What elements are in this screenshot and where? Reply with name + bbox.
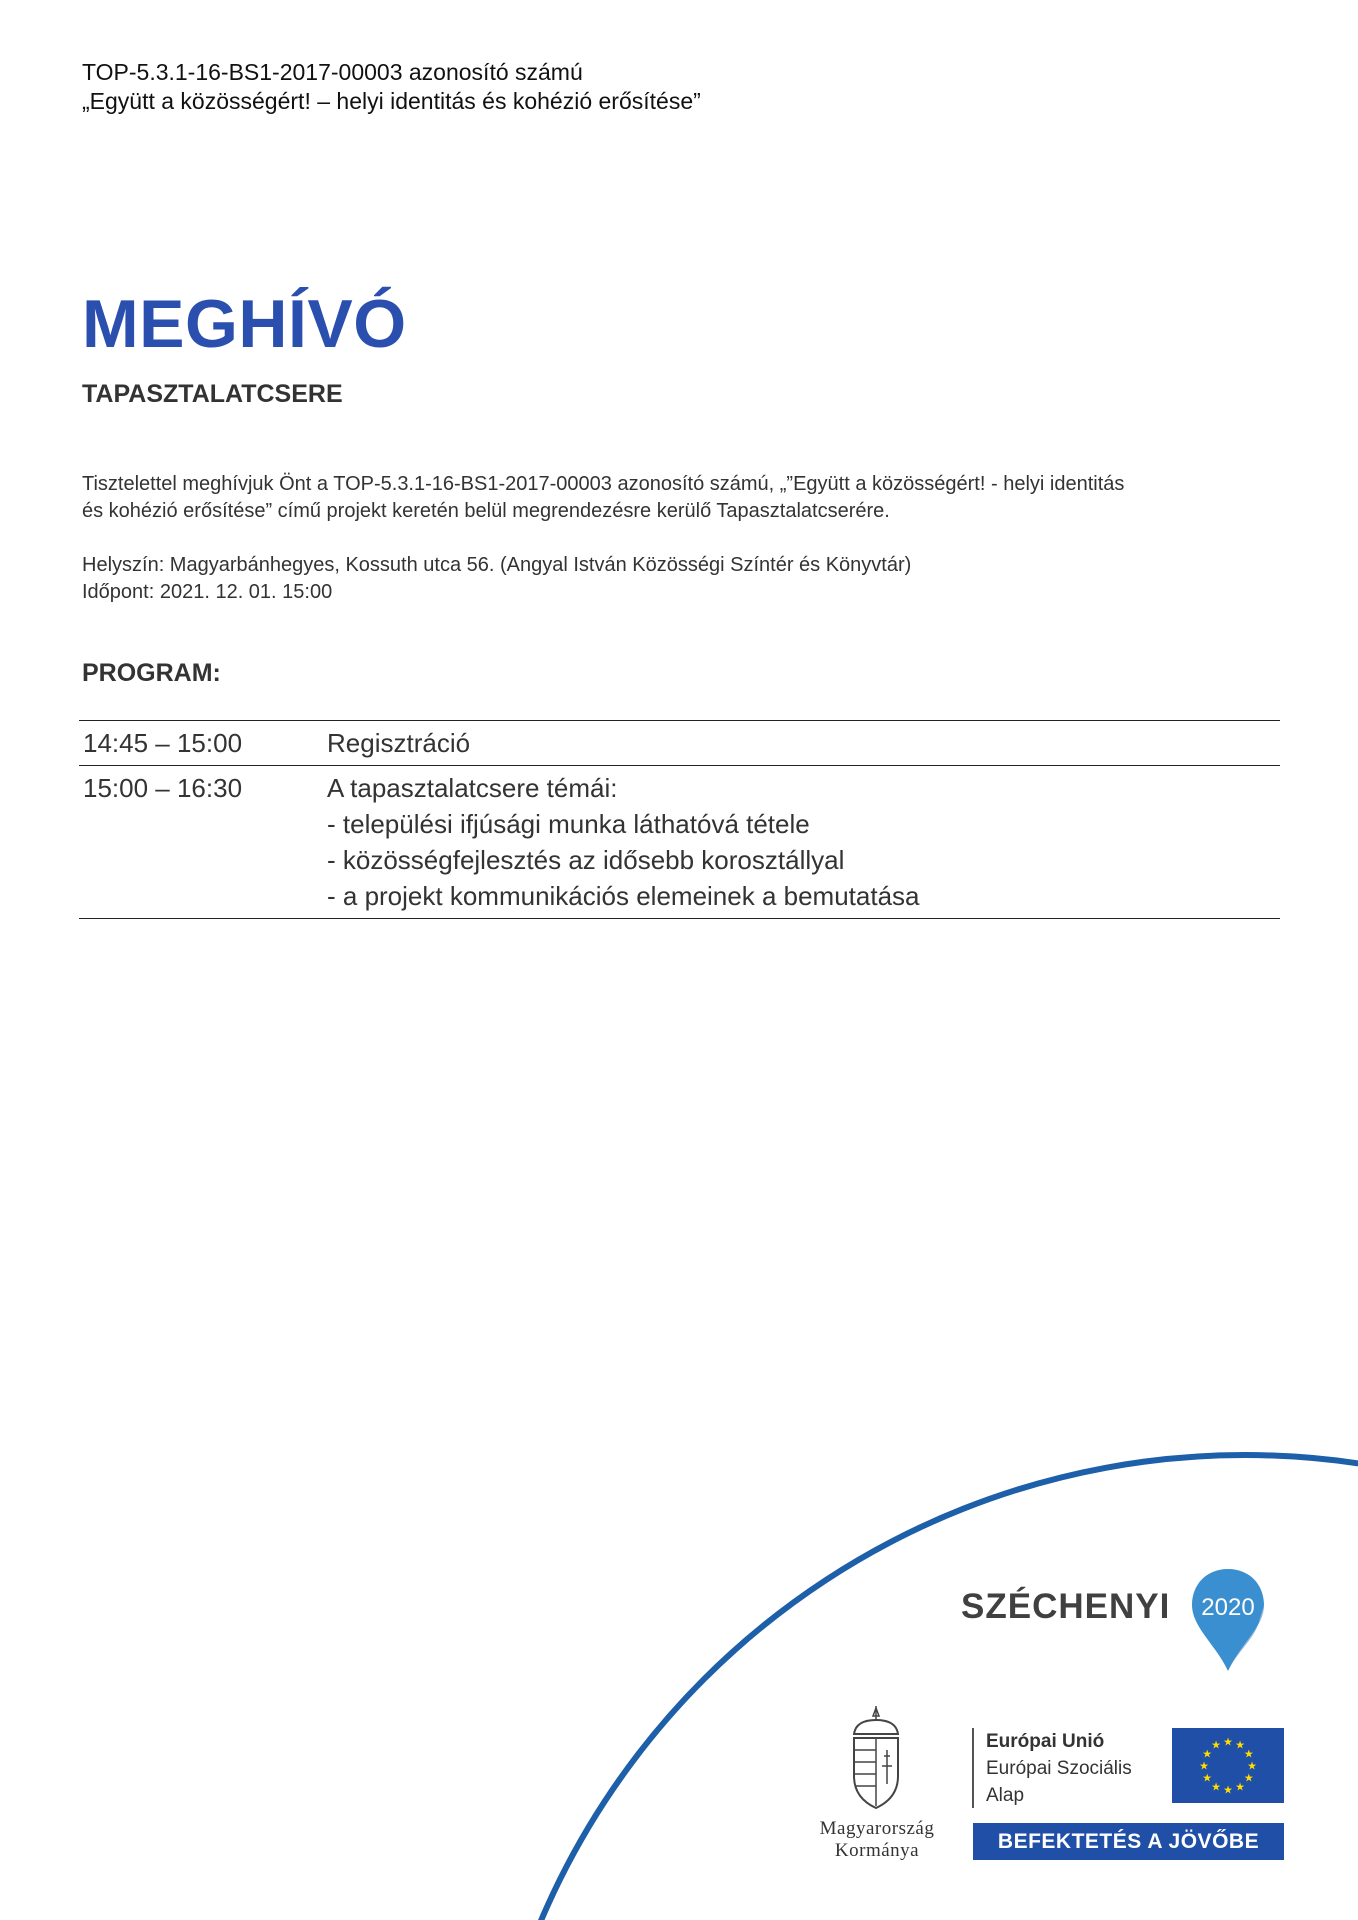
- eu-star-icon: ★: [1223, 1784, 1233, 1797]
- gov-line-2: Kormánya: [834, 1840, 920, 1861]
- event-time: Időpont: 2021. 12. 01. 15:00: [82, 581, 333, 603]
- intro-line: Tisztelettel meghívjuk Önt a TOP-5.3.1-16-BS1-2017-00003 azonosító számú, „”Együtt a közösségért! - helyi identitás: [82, 473, 1125, 495]
- program-time: 15:00 – 16:30: [83, 773, 243, 803]
- eu-line-3: Alap: [986, 1785, 1025, 1806]
- eu-star-icon: ★: [1202, 1772, 1213, 1785]
- szechenyi-logo-text: SZÉCHENYI: [961, 1587, 1171, 1626]
- eu-star-icon: ★: [1223, 1736, 1233, 1749]
- program-line: - közösségfejlesztés az idősebb korosztállyal: [327, 845, 845, 875]
- coat-of-arms-icon: [846, 1706, 906, 1816]
- event-subtitle: TAPASZTALATCSERE: [82, 380, 343, 408]
- eu-star-icon: ★: [1199, 1760, 1209, 1773]
- eu-star-icon: ★: [1211, 1739, 1221, 1752]
- eu-line-1: Európai Unió: [986, 1731, 1105, 1752]
- eu-logo-text: [986, 1728, 1132, 1809]
- eu-star-icon: ★: [1243, 1748, 1254, 1761]
- event-location: Helyszín: Magyarbánhegyes, Kossuth utca 56. (Angyal István Közösségi Színtér és Könyvtár): [82, 554, 912, 576]
- program-line: Regisztráció: [327, 728, 471, 758]
- divider: [972, 1728, 974, 1808]
- eu-star-icon: ★: [1211, 1781, 1221, 1794]
- intro-line: és kohézió erősítése” című projekt keretén belül megrendezésre kerülő Tapasztalatcserére.: [82, 500, 890, 522]
- program-line: - a projekt kommunikációs elemeinek a bemutatása: [327, 881, 920, 911]
- program-line: A tapasztalatcsere témái:: [327, 773, 618, 803]
- eu-star-icon: ★: [1247, 1760, 1257, 1773]
- szechenyi-pin-icon: [1188, 1565, 1268, 1675]
- szechenyi-year: 2020: [1201, 1594, 1255, 1621]
- gov-line-1: Magyarország: [819, 1818, 935, 1839]
- eu-star-icon: ★: [1235, 1781, 1245, 1794]
- eu-stars-icon: [1172, 1728, 1284, 1803]
- header-project-id: TOP-5.3.1-16-BS1-2017-00003 azonosító számú: [82, 59, 583, 85]
- header-project-name: „Együtt a közösségért! – helyi identitás és kohézió erősítése”: [82, 88, 701, 114]
- program-time: 14:45 – 15:00: [83, 728, 243, 758]
- eu-line-2: Európai Szociális: [986, 1758, 1132, 1779]
- invitation-title: MEGHÍVÓ: [82, 286, 407, 362]
- program-line: - települési ifjúsági munka láthatóvá tétele: [327, 809, 810, 839]
- eu-star-icon: ★: [1202, 1748, 1213, 1761]
- program-heading: PROGRAM:: [82, 659, 221, 687]
- eu-star-icon: ★: [1235, 1739, 1245, 1752]
- government-logo-text: [792, 1818, 962, 1862]
- eu-flag-icon: [1172, 1728, 1284, 1803]
- invest-banner: BEFEKTETÉS A JÖVŐBE: [973, 1823, 1284, 1860]
- eu-star-icon: ★: [1243, 1772, 1254, 1785]
